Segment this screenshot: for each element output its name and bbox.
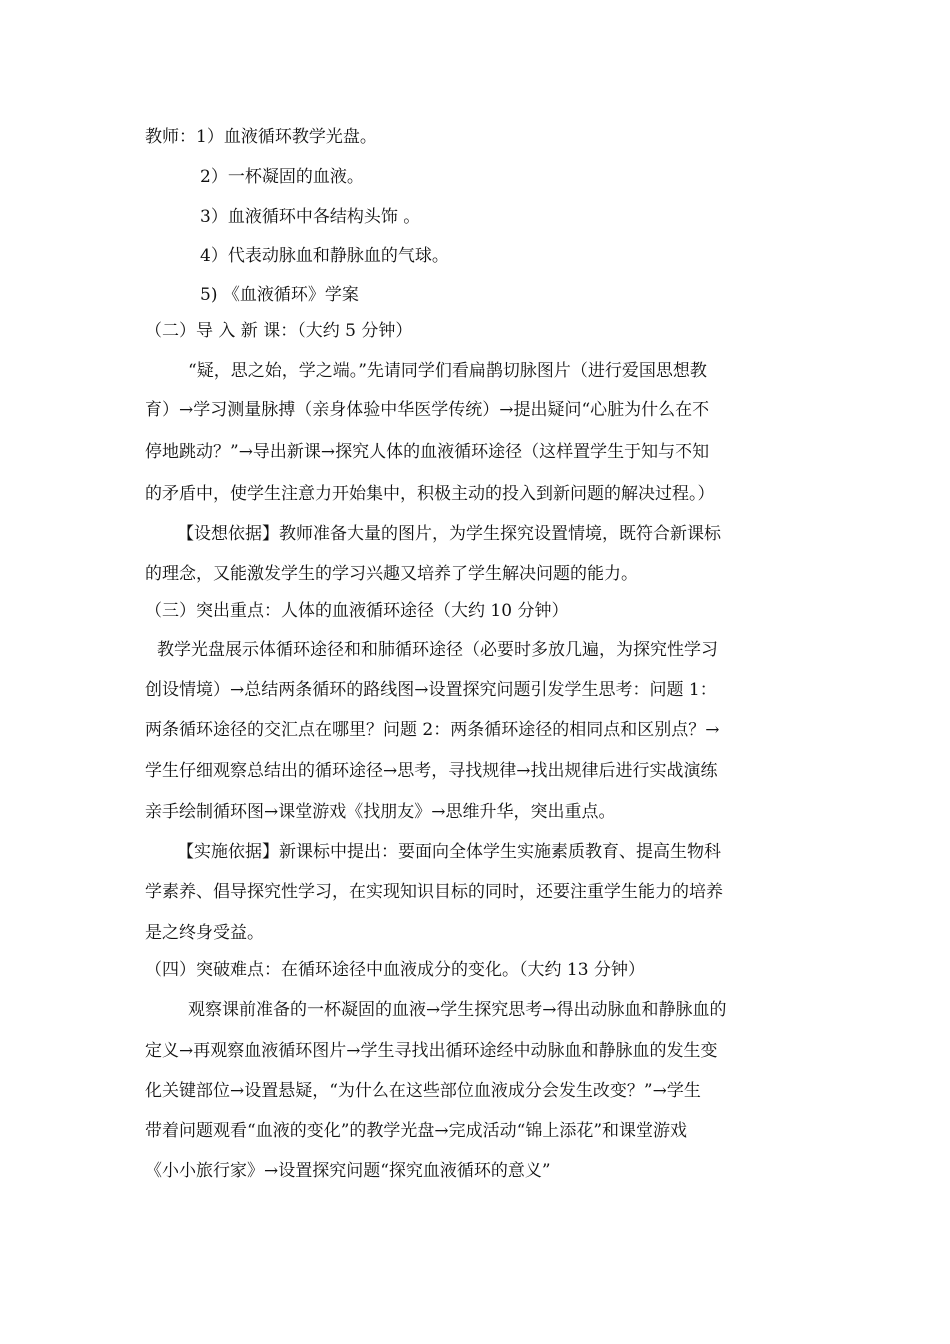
paragraph-line: 的理念，又能激发学生的学习兴趣又培养了学生解决问题的能力。 <box>145 564 638 584</box>
paragraph-line: 亲手绘制循环图→课堂游戏《找朋友》→思维升华，突出重点。 <box>145 802 616 822</box>
materials-item: 2）一杯凝固的血液。 <box>200 167 364 187</box>
paragraph-line: 创设情境）→总结两条循环的路线图→设置探究问题引发学生思考：问题 1： <box>145 680 717 700</box>
paragraph-line: 停地跳动？”→导出新课→探究人体的血液循环途径（这样置学生于知与不知 <box>145 442 710 462</box>
paragraph-line: 教学光盘展示体循环途径和和肺循环途径（必要时多放几遍，为探究性学习 <box>157 640 718 660</box>
paragraph-line: 【设想依据】教师准备大量的图片，为学生探究设置情境，既符合新课标 <box>177 524 721 544</box>
paragraph-line: 《小小旅行家》→设置探究问题“探究血液循环的意义” <box>145 1161 551 1181</box>
section-heading: （二）导 入 新 课：（大约 5 分钟） <box>145 321 413 341</box>
paragraph-line: 观察课前准备的一杯凝固的血液→学生探究思考→得出动脉血和静脉血的 <box>188 1000 727 1020</box>
paragraph-line: 学生仔细观察总结出的循环途径→思考，寻找规律→找出规律后进行实战演练 <box>145 761 718 781</box>
paragraph-line: “疑，思之始，学之端。”先请同学们看扁鹊切脉图片（进行爱国思想教 <box>188 361 707 381</box>
materials-first-line <box>145 125 377 149</box>
paragraph-line: 学素养、倡导探究性学习，在实现知识目标的同时，还要注重学生能力的培养 <box>145 882 723 902</box>
section-heading: （三）突出重点：人体的血液循环途径（大约 10 分钟） <box>145 601 569 621</box>
paragraph-line: 是之终身受益。 <box>145 923 264 943</box>
paragraph-line: 两条循环途径的交汇点在哪里？问题 2：两条循环途径的相同点和区别点？→ <box>145 720 720 740</box>
materials-item: 3）血液循环中各结构头饰 。 <box>200 207 421 227</box>
paragraph-line: 的矛盾中，使学生注意力开始集中，积极主动的投入到新问题的解决过程。） <box>145 484 715 504</box>
materials-item: 4）代表动脉血和静脉血的气球。 <box>200 246 449 266</box>
materials-item: 5) 《血液循环》学案 <box>200 285 359 305</box>
materials-prefix: 教师： <box>145 127 196 147</box>
paragraph-line: 化关键部位→设置悬疑，“为什么在这些部位血液成分会发生改变？”→学生 <box>145 1081 701 1101</box>
paragraph-line: 育）→学习测量脉搏（亲身体验中华医学传统）→提出疑问“心脏为什么在不 <box>145 400 710 420</box>
materials-item: 1）血液循环教学光盘。 <box>196 127 377 147</box>
paragraph-line: 带着问题观看“血液的变化”的教学光盘→完成活动“锦上添花”和课堂游戏 <box>145 1121 688 1141</box>
section-heading: （四）突破难点：在循环途径中血液成分的变化。（大约 13 分钟） <box>145 960 645 980</box>
paragraph-line: 【实施依据】新课标中提出：要面向全体学生实施素质教育、提高生物科 <box>177 842 721 862</box>
paragraph-line: 定义→再观察血液循环图片→学生寻找出循环途经中动脉血和静脉血的发生变 <box>145 1041 718 1061</box>
